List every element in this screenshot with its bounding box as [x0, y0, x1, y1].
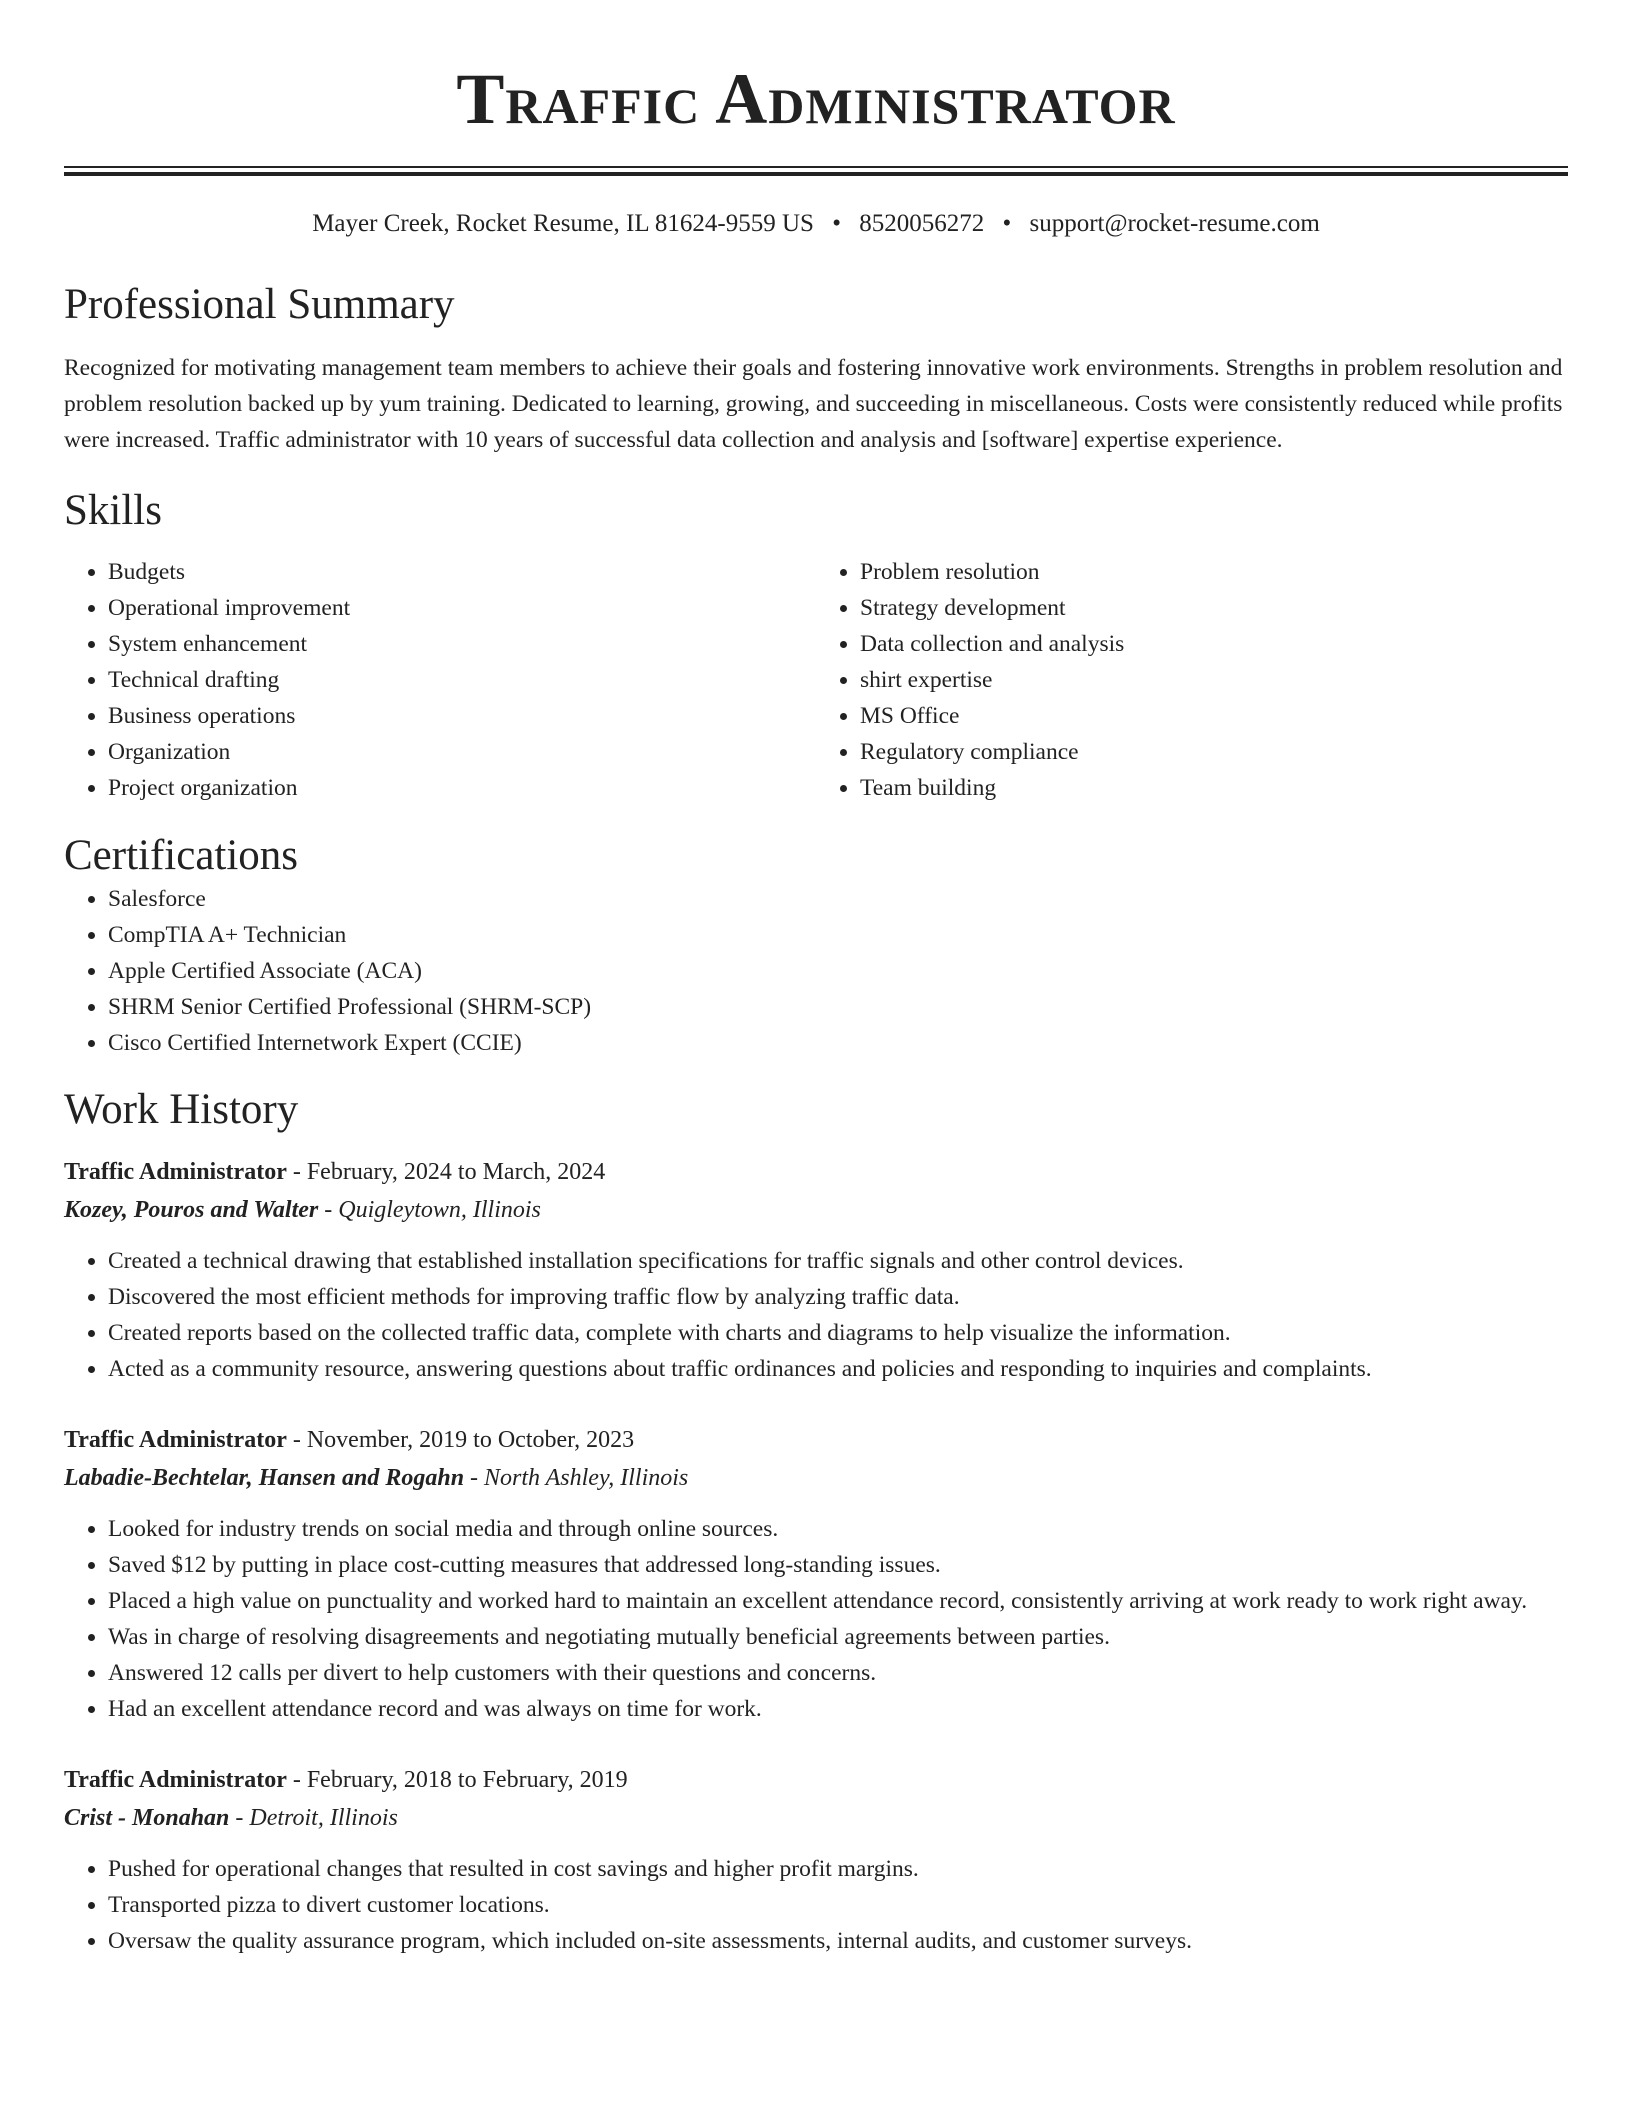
job-entry: [64, 1153, 1568, 1387]
skill-item: • Organization: [108, 734, 816, 770]
job-bullets: [64, 1243, 1568, 1387]
job-bullet: • Created reports based on the collected traffic data, complete with charts and diagrams to help visualize the information.: [108, 1315, 1568, 1351]
skills-list-right: [816, 554, 1568, 806]
job-title-line: [64, 1153, 1568, 1191]
job-bullet: • Saved $12 by putting in place cost-cutting measures that addressed long-standing issues.: [108, 1547, 1568, 1583]
job-bullet: • Acted as a community resource, answering questions about traffic ordinances and policies and responding to inquiries and complaints.: [108, 1351, 1568, 1387]
skills-list-left: [64, 554, 816, 806]
skill-item: • Team building: [860, 770, 1568, 806]
certification-item: • Salesforce: [108, 881, 1568, 917]
job-bullet: • Discovered the most efficient methods for improving traffic flow by analyzing traffic data.: [108, 1279, 1568, 1315]
skill-item: • Budgets: [108, 554, 816, 590]
skill-item: • Project organization: [108, 770, 816, 806]
contact-address: Mayer Creek, Rocket Resume, IL 81624-9559 US: [312, 210, 814, 237]
job-company-line: [64, 1459, 1568, 1497]
job-bullets: [64, 1511, 1568, 1727]
job-location: - Quigleytown, Illinois: [318, 1197, 541, 1223]
job-entry: [64, 1421, 1568, 1727]
job-title-line: [64, 1421, 1568, 1459]
skill-item: • Data collection and analysis: [860, 626, 1568, 662]
contact-phone[interactable]: 8520056272: [859, 210, 985, 237]
job-entry: [64, 1761, 1568, 1959]
header-double-rule: [64, 166, 1568, 176]
certification-item: • Apple Certified Associate (ACA): [108, 953, 1568, 989]
job-title: Traffic Administrator: [64, 1767, 287, 1793]
resume-page: [64, 0, 1568, 1959]
job-company: Kozey, Pouros and Walter: [64, 1197, 319, 1223]
job-title: Traffic Administrator: [64, 1159, 287, 1185]
skill-item: • Operational improvement: [108, 590, 816, 626]
job-title-line: [64, 1761, 1568, 1799]
skill-item: • Problem resolution: [860, 554, 1568, 590]
job-bullet: • Pushed for operational changes that resulted in cost savings and higher profit margins.: [108, 1851, 1568, 1887]
contact-separator: •: [832, 210, 841, 237]
skill-item: • shirt expertise: [860, 662, 1568, 698]
job-company: Crist - Monahan: [64, 1805, 230, 1831]
skill-item: • Technical drafting: [108, 662, 816, 698]
skills-columns: [64, 554, 1568, 806]
contact-line: [64, 208, 1568, 240]
candidate-name: Traffic Administrator: [456, 59, 1176, 139]
job-bullet: • Created a technical drawing that established installation specifications for traffic signals and other control devices.: [108, 1243, 1568, 1279]
contact-email[interactable]: support@rocket-resume.com: [1029, 210, 1320, 237]
job-dates: - February, 2024 to March, 2024: [286, 1159, 606, 1185]
job-location: - Detroit, Illinois: [229, 1805, 398, 1831]
certifications-heading: Certifications: [64, 832, 299, 879]
skill-item: • MS Office: [860, 698, 1568, 734]
job-bullet: • Was in charge of resolving disagreements and negotiating mutually beneficial agreements between parties.: [108, 1619, 1568, 1655]
job-bullet: • Answered 12 calls per divert to help customers with their questions and concerns.: [108, 1655, 1568, 1691]
certifications-list: [64, 881, 1568, 1061]
skills-heading: Skills: [64, 487, 162, 534]
summary-heading: Professional Summary: [64, 281, 455, 328]
summary-text: Recognized for motivating management team members to achieve their goals and fostering innovative work environments. Strengths in problem resolution and problem resolution backed up by yum training. Dedicated to learning, growing, and succeeding in miscellaneous. Costs were consistently reduced while profits were increased. Traffic administrator with 10 years of successful data collection and analysis and [software] expertise experience.: [64, 355, 1563, 453]
job-dates: - February, 2018 to February, 2019: [286, 1767, 628, 1793]
job-bullet: • Placed a high value on punctuality and worked hard to maintain an excellent attendance record, consistently arriving at work ready to work right away.: [108, 1583, 1568, 1619]
job-bullet: • Looked for industry trends on social media and through online sources.: [108, 1511, 1568, 1547]
certification-item: • Cisco Certified Internetwork Expert (CCIE): [108, 1025, 1568, 1061]
certification-item: • SHRM Senior Certified Professional (SHRM-SCP): [108, 989, 1568, 1025]
job-company: Labadie-Bechtelar, Hansen and Rogahn: [64, 1465, 465, 1491]
skill-item: • Business operations: [108, 698, 816, 734]
job-bullet: • Transported pizza to divert customer locations.: [108, 1887, 1568, 1923]
job-location: - North Ashley, Illinois: [464, 1465, 689, 1491]
skill-item: • Regulatory compliance: [860, 734, 1568, 770]
job-dates: - November, 2019 to October, 2023: [286, 1427, 635, 1453]
job-bullet: • Oversaw the quality assurance program, which included on-site assessments, internal audits, and customer surveys.: [108, 1923, 1568, 1959]
job-bullets: [64, 1851, 1568, 1959]
skill-item: • System enhancement: [108, 626, 816, 662]
contact-separator: •: [1002, 210, 1012, 237]
certification-item: • CompTIA A+ Technician: [108, 917, 1568, 953]
job-title: Traffic Administrator: [64, 1427, 287, 1453]
job-bullet: • Had an excellent attendance record and was always on time for work.: [108, 1691, 1568, 1727]
work-history-heading: Work History: [64, 1086, 299, 1133]
job-company-line: [64, 1799, 1568, 1837]
job-company-line: [64, 1191, 1568, 1229]
skill-item: • Strategy development: [860, 590, 1568, 626]
